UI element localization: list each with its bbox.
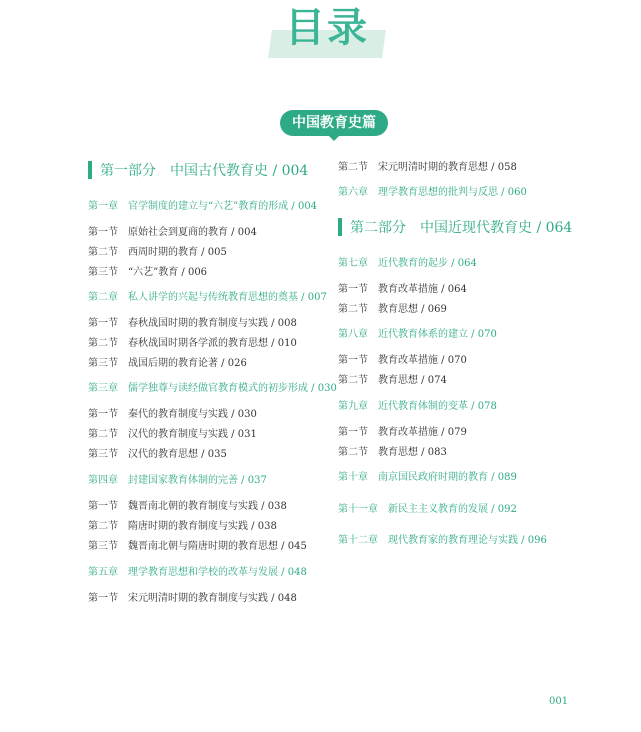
section-entry[interactable]: 第三节 “六艺”教育 / 006 (88, 267, 208, 278)
chapter-entry[interactable]: 第五章 理学教育思想和学校的改革与发展 / 048 (88, 567, 307, 578)
chapter-entry[interactable]: 第九章 近代教育体制的变革 / 078 (338, 401, 497, 412)
chapter-entry[interactable]: 第十一章 新民主主义教育的发展 / 092 (338, 504, 517, 515)
section-entry[interactable]: 第二节 教育思想 / 083 (338, 447, 447, 458)
section-entry[interactable]: 第二节 教育思想 / 074 (338, 375, 447, 386)
chapter-entry[interactable]: 第十章 南京国民政府时期的教育 / 089 (338, 472, 517, 483)
part-marker (88, 161, 92, 179)
part-heading[interactable] (338, 217, 572, 237)
section-entry[interactable]: 第一节 春秋战国时期的教育制度与实践 / 008 (88, 318, 297, 329)
section-entry[interactable]: 第一节 魏晋南北朝的教育制度与实践 / 038 (88, 501, 287, 512)
section-entry[interactable]: 第三节 汉代的教育思想 / 035 (88, 449, 227, 460)
chapter-entry[interactable]: 第二章 私人讲学的兴起与传统教育思想的奠基 / 007 (88, 292, 327, 303)
toc-title-text: 目录 (285, 5, 369, 51)
section-entry[interactable]: 第一节 秦代的教育制度与实践 / 030 (88, 409, 257, 420)
section-entry[interactable]: 第二节 宋元明清时期的教育思想 / 058 (338, 162, 517, 173)
part-heading[interactable] (88, 160, 308, 180)
chapter-entry[interactable]: 第四章 封建国家教育体制的完善 / 037 (88, 475, 267, 486)
section-entry[interactable]: 第二节 春秋战国时期各学派的教育思想 / 010 (88, 338, 297, 349)
section-entry[interactable]: 第一节 教育改革措施 / 079 (338, 427, 467, 438)
section-entry[interactable]: 第一节 教育改革措施 / 070 (338, 355, 467, 366)
section-entry[interactable]: 第一节 教育改革措施 / 064 (338, 284, 467, 295)
section-entry[interactable]: 第二节 西周时期的教育 / 005 (88, 247, 227, 258)
part-title: 第一部分 中国古代教育史 / 004 (100, 163, 309, 179)
section-entry[interactable]: 第二节 隋唐时期的教育制度与实践 / 038 (88, 521, 277, 532)
chapter-entry[interactable]: 第七章 近代教育的起步 / 064 (338, 258, 477, 269)
page-number: 001 (549, 696, 569, 707)
section-entry[interactable]: 第二节 汉代的教育制度与实践 / 031 (88, 429, 257, 440)
section-entry[interactable]: 第二节 教育思想 / 069 (338, 304, 447, 315)
toc-title (268, 4, 386, 58)
chapter-entry[interactable]: 第六章 理学教育思想的批判与反思 / 060 (338, 187, 527, 198)
section-entry[interactable]: 第一节 原始社会到夏商的教育 / 004 (88, 227, 257, 238)
part-marker (338, 218, 342, 236)
part-title: 第二部分 中国近现代教育史 / 064 (350, 220, 573, 236)
section-entry[interactable]: 第一节 宋元明清时期的教育制度与实践 / 048 (88, 593, 297, 604)
section-badge: 中国教育史篇 (280, 110, 388, 136)
chapter-entry[interactable]: 第八章 近代教育体系的建立 / 070 (338, 329, 497, 340)
section-entry[interactable]: 第三节 战国后期的教育论著 / 026 (88, 358, 247, 369)
section-entry[interactable]: 第三节 魏晋南北朝与隋唐时期的教育思想 / 045 (88, 541, 307, 552)
chapter-entry[interactable]: 第十二章 现代教育家的教育理论与实践 / 096 (338, 535, 547, 546)
chapter-entry[interactable]: 第一章 官学制度的建立与“六艺”教育的形成 / 004 (88, 201, 318, 212)
chapter-entry[interactable]: 第三章 儒学独尊与读经做官教育模式的初步形成 / 030 (88, 383, 337, 394)
badge-pointer (328, 135, 340, 141)
